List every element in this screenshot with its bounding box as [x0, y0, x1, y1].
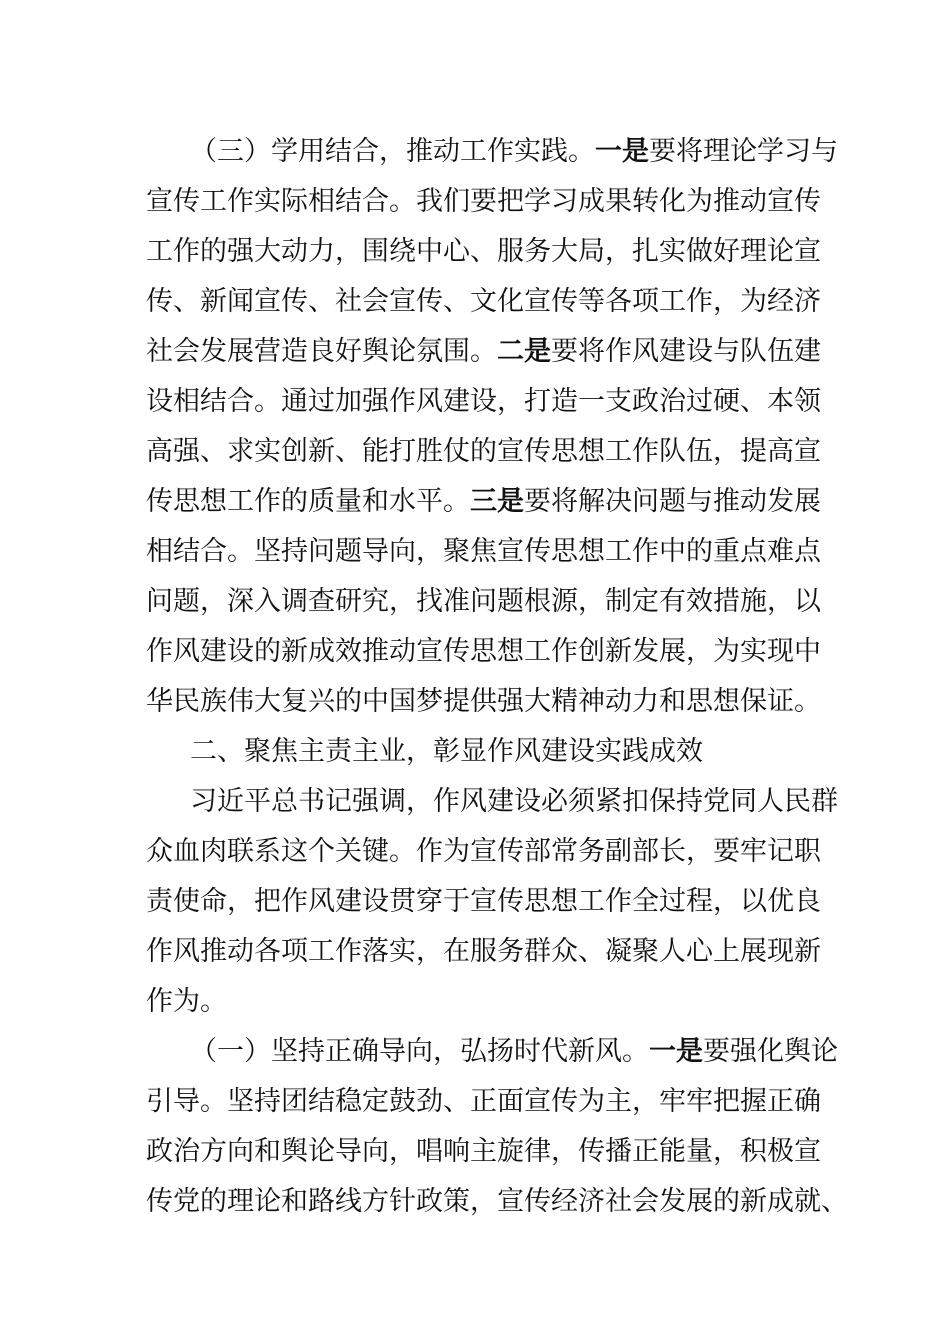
text-line: 社会发展营造良好舆论氛围。二是要将作风建设与队伍建	[146, 336, 821, 367]
text-line: 传思想工作的质量和水平。三是要将解决问题与推动发展	[146, 486, 821, 517]
text-line: 传党的理论和路线方针政策，宣传经济社会发展的新成就、	[146, 1186, 848, 1217]
text-line: 工作的强大动力，围绕中心、服务大局，扎实做好理论宣	[146, 236, 821, 267]
section-heading	[146, 727, 806, 777]
text-line: 传、新闻宣传、社会宣传、文化宣传等各项工作，为经济	[146, 286, 821, 317]
text-line: 问题，深入调查研究，找准问题根源，制定有效措施，以	[146, 586, 821, 617]
text-line: 作为。	[146, 986, 227, 1017]
text-line: 设相结合。通过加强作风建设，打造一支政治过硬、本领	[146, 386, 821, 417]
text-line: （三）学用结合，推动工作实践。一是要将理论学习与	[190, 136, 838, 167]
text-line: 引导。坚持团结稳定鼓劲、正面宣传为主，牢牢把握正确	[146, 1086, 821, 1117]
text-line: 作风推动各项工作落实，在服务群众、凝聚人心上展现新	[146, 936, 821, 967]
document-body	[146, 127, 848, 1227]
text-line: 高强、求实创新、能打胜仗的宣传思想工作队伍，提高宣	[146, 436, 821, 467]
text-line: 政治方向和舆论导向，唱响主旋律，传播正能量，积极宣	[146, 1136, 821, 1167]
paragraph-correct-orientation	[146, 1027, 848, 1227]
text-line: 众血肉联系这个关键。作为宣传部常务副部长，要牢记职	[146, 836, 821, 867]
text-line: 华民族伟大复兴的中国梦提供强大精神动力和思想保证。	[146, 686, 821, 717]
emphasis-first: 一是	[595, 136, 649, 167]
text-line: 作风建设的新成效推动宣传思想工作创新发展，为实现中	[146, 636, 821, 667]
text-line: 宣传工作实际相结合。我们要把学习成果转化为推动宣传	[146, 186, 821, 217]
text-line: （一）坚持正确导向，弘扬时代新风。一是要强化舆论	[190, 1036, 838, 1067]
heading-line: 二、聚焦主责主业，彰显作风建设实践成效	[190, 736, 703, 767]
emphasis-first: 一是	[649, 1036, 703, 1067]
emphasis-third: 三是	[470, 486, 524, 517]
text-line: 习近平总书记强调，作风建设必须紧扣保持党同人民群	[190, 786, 838, 817]
text-line: 责使命，把作风建设贯穿于宣传思想工作全过程，以优良	[146, 886, 821, 917]
paragraph-intro	[146, 777, 838, 1027]
emphasis-second: 二是	[497, 336, 551, 367]
paragraph-study-practice	[146, 127, 838, 727]
text-line: 相结合。坚持问题导向，聚焦宣传思想工作中的重点难点	[146, 536, 821, 567]
